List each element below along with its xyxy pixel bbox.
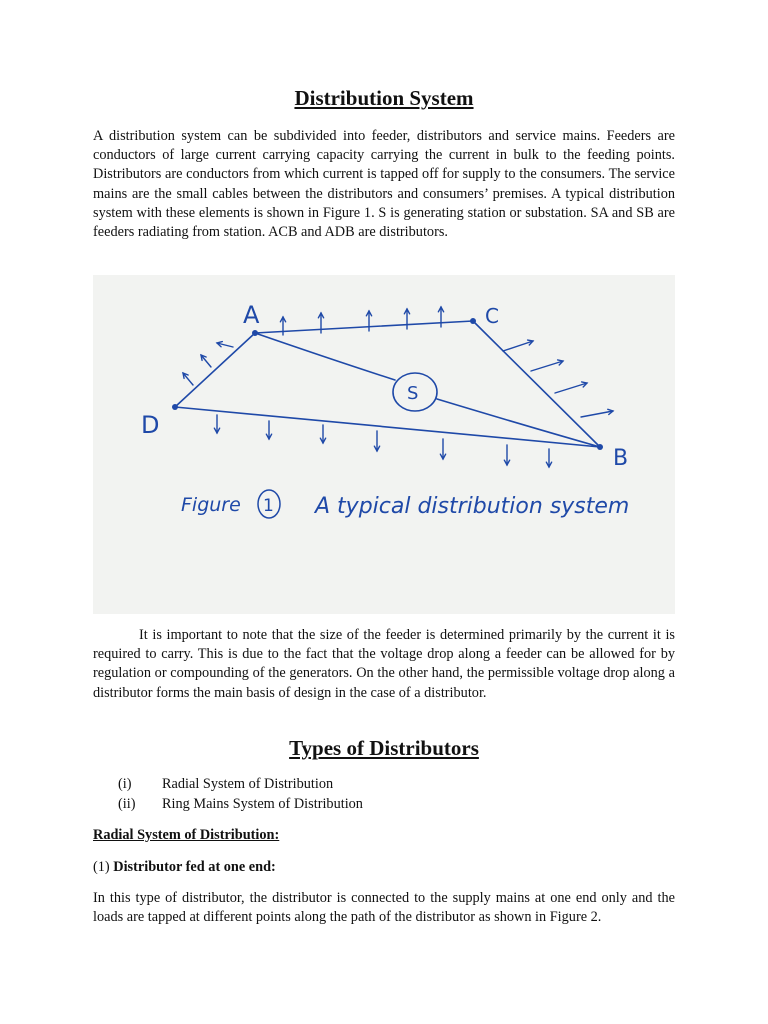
feeder-size-paragraph: It is important to note that the size of the feeder is determined primarily by the current it is required to carry. This is due to the fact that the voltage drop along a feeder can be allowed for by regulation or compounding of the generators. On the other hand, the permissible voltage drop along a distributor forms the main basis of design in the case of a distributor. bbox=[93, 627, 675, 701]
radial-heading: Radial System of Distribution: bbox=[93, 827, 280, 843]
one-end-paragraph: In this type of distributor, the distributor is connected to the supply mains at one end only and the loads are tapped at different points along the path of the distributor as shown in Figure 2. bbox=[93, 890, 675, 926]
subheading-text: Distributor fed at one end: bbox=[113, 859, 276, 875]
types-heading: Types of Distributors bbox=[289, 736, 479, 760]
intro-paragraph: A distribution system can be subdivided into feeder, distributors and service mains. Feeders are conductors of large current carrying capacity carrying the current in bulk to the feeding points. Distributors are conductors from which current is tapped off for supply to the consumers. The service mains are the small cables between the distributors and consumers’ premises. A typical distribution system with these elements is shown in Figure 1. S is generating station or substation. SA and SB are feeders radiating from station. ACB and ADB are distributors. bbox=[93, 128, 675, 241]
list-item bbox=[118, 776, 363, 796]
page-title: Distribution System bbox=[294, 86, 474, 110]
caption-number: 1 bbox=[263, 496, 274, 516]
list-item-number: (ii) bbox=[118, 795, 136, 812]
feeder-sa bbox=[255, 333, 395, 380]
caption-text: A typical distribution system bbox=[315, 494, 630, 519]
label-b: B bbox=[613, 446, 629, 471]
figure-1 bbox=[93, 275, 675, 614]
distributor-da bbox=[175, 333, 255, 407]
types-list bbox=[118, 776, 363, 815]
list-item-label: Radial System of Distribution bbox=[162, 776, 334, 792]
load-arrow-shaft bbox=[503, 341, 533, 351]
node-c bbox=[470, 318, 476, 324]
node-b bbox=[597, 444, 603, 450]
list-item-label: Ring Mains System of Distribution bbox=[162, 795, 363, 812]
distribution-diagram bbox=[93, 275, 675, 614]
load-arrow-shaft bbox=[555, 383, 587, 393]
load-arrow-shaft bbox=[581, 411, 613, 417]
distributor-db bbox=[175, 407, 600, 447]
node-d bbox=[172, 404, 178, 410]
subheading-number: (1) bbox=[93, 859, 110, 875]
list-item bbox=[118, 796, 363, 816]
label-c: C bbox=[485, 304, 499, 328]
caption-prefix: Figure bbox=[181, 494, 241, 516]
load-arrow-shaft bbox=[531, 361, 563, 371]
list-item-number: (i) bbox=[118, 776, 132, 792]
label-d: D bbox=[141, 411, 160, 439]
distributor-subheading bbox=[93, 859, 276, 876]
node-a bbox=[252, 330, 258, 336]
label-a: A bbox=[243, 301, 260, 329]
label-s: S bbox=[407, 383, 419, 404]
load-arrows bbox=[183, 307, 613, 467]
